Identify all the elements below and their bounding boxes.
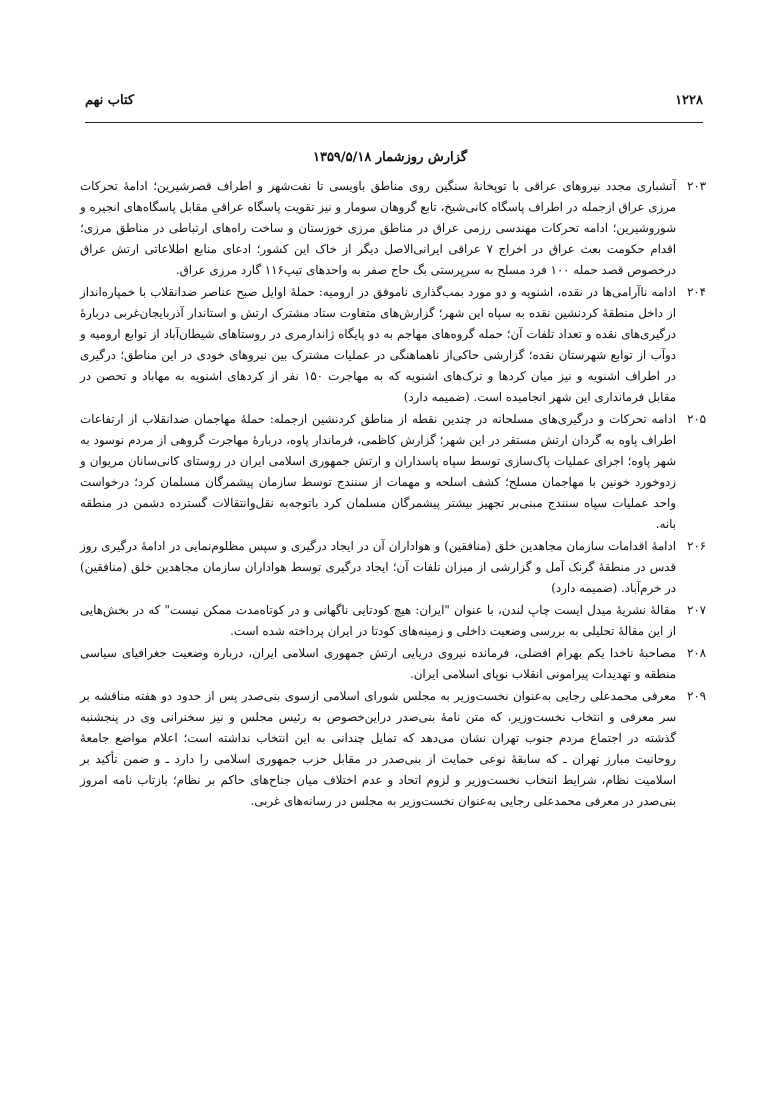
item-text: معرفی محمدعلی رجایی به‌عنوان نخست‌وزیر به مجلس شورای اسلامی ازسوی بنی‌صدر پس از حدود دو هفته مناقشه بر سر معرفی و انتخاب نخست‌وزیر، که متن نامهٔ بنی‌صدر دراین‌خصوص به رئیس مجلس و نیز سخنرانی وی در پنجشنبه گذشته در اجتماع مردم جنوب تهران نشان می‌دهد که تمایل چندانی به این انتخاب نداشته است؛ اعلام مواضع جامعهٔ روحانیت مبارز تهران ـ که سابقهٔ نوعی حمایت از بنی‌صدر در مقابل حزب جمهوری اسلامی را دارد ـ و ضمن تأکید بر اسلامیت نظام، شرایط انتخاب نخست‌وزیر و لزوم اتحاد و عدم اختلاف میان جناح‌های حاکم بر نظام؛ بازتاب نامه امروز بنی‌صدر در معرفی محمدعلی رجایی به‌عنوان نخست‌وزیر به مجلس در رسانه‌های غربی. bbox=[80, 689, 676, 808]
item-number: ۲۰۵ bbox=[686, 412, 706, 426]
item-number: ۲۰۴ bbox=[686, 285, 706, 299]
item-text: ادامه تحرکات و درگیری‌های مسلحانه در چندین نقطه از مناطق کردنشین ازجمله: حملهٔ مهاجمان ضدانقلاب از ارتفاعات اطراف پاوه به گردان ارتش مستقر در این شهر؛ گزارش کاظمی، فرماندار پاوه، دربارهٔ مهاجرت گروهی از مردم نوسود به شهر پاوه؛ اجرای عملیات پاک‌سازی توسط سپاه پاسداران و ارتش جمهوری اسلامی ایران در روستای کانی‌سانان مریوان و زدوخورد خونین با مهاجمان مسلح؛ کشف اسلحه و مهمات از سنندج توسط سازمان پیشمرگان مسلمان کرد؛ درخواست واحد عملیات سپاه سنندج مبنی‌بر تجهیز بیشتر پیشمرگان مسلمان کرد باتوجه‌به نقل‌وانتقالات گسترده دشمن در منطقه بانه. bbox=[80, 412, 676, 531]
report-title: گزارش روزشمار ۱۳۵۹/۵/۱۸ bbox=[312, 150, 468, 165]
item-number: ۲۰۸ bbox=[686, 646, 706, 660]
report-item bbox=[80, 176, 706, 281]
header-divider bbox=[85, 122, 703, 123]
report-items bbox=[80, 176, 706, 813]
report-item bbox=[80, 643, 706, 685]
report-item bbox=[80, 536, 706, 599]
item-number: ۲۰۶ bbox=[686, 539, 706, 553]
item-number: ۲۰۳ bbox=[686, 179, 706, 193]
report-item bbox=[80, 282, 706, 408]
report-item bbox=[80, 600, 706, 642]
item-number: ۲۰۹ bbox=[686, 689, 706, 703]
item-number: ۲۰۷ bbox=[686, 603, 706, 617]
item-text: ادامه ناآرامی‌ها در نقده، اشنویه و دو مورد بمب‌گذاری ناموفق در ارومیه: حملهٔ اوایل صبح عناصر ضدانقلاب با خمپاره‌انداز از داخل منطقهٔ کردنشین نقده به سپاه این شهر؛ گزارش‌های متفاوت ستاد مشترک ارتش و استاندار آذربایجان‌غربی دربارهٔ درگیری‌های نقده و تعداد تلفات آن؛ حمله گروه‌های مهاجم به دو پایگاه ژاندارمری در روستاهای شیطان‌آباد از توابع ارومیه و دوآب از توابع شهرستان نقده؛ گزارشی حاکی‌از ناهماهنگی در عملیات مشترک بین نیروهای خودی در این مناطق؛ درگیری در اطراف اشنویه و نیز میان کردها و ترک‌های اشنویه که به مهاجرت ۱۵۰ نفر از کردهای اشنویه به مهاباد و تحصن در مقابل فرمانداری این شهر انجامیده است. (ضمیمه دارد) bbox=[80, 285, 676, 404]
item-text: آتشباری مجدد نیروهای عراقی با توپخانهٔ سنگین روی مناطق باویسی تا نفت‌شهر و اطراف قصرشیرین؛ ادامهٔ تحرکات مرزی عراق ازجمله در اطراف پاسگاه کانی‌شیخ، تابع گروهان سومار و نیز تقویت پاسگاه عراقیِ مقابل پاسگاه‌های انجیره و شوروشیرین؛ ادامه تحرکات مهندسی رزمی عراق در مناطق مرزی خوزستان و ساخت راه‌های ارتباطی در مناطق مرزی؛ اقدام حکومت بعث عراق در اخراج ۷ عراقی ایرانی‌الاصل دیگر از خاک این کشور؛ ادعای منابع اطلاعاتی ارتش عراق درخصوص قصد حمله ۱۰۰ فرد مسلح به سرپرستی بگ حاج صفر به واحدهای تیپ۱۱۶ گارد مرزی عراق. bbox=[80, 179, 676, 277]
page-number: ۱۲۲۸ bbox=[675, 93, 703, 108]
item-text: مصاحبهٔ ناخدا یکم بهرام افضلی، فرمانده نیروی دریایی ارتش جمهوری اسلامی ایران، درباره وضعیت جغرافیای سیاسی منطقه و تهدیدات پیرامونی انقلاب نوپای اسلامی ایران. bbox=[80, 646, 676, 681]
book-title: کتاب نهم bbox=[85, 93, 135, 108]
item-text: مقالهٔ نشریهٔ میدل ایست چاپ لندن، با عنوان "ایران: هیچ کودتایی ناگهانی و در کوتاه‌مدت ممکن نیست" که در بخش‌هایی از این مقالهٔ تحلیلی به بررسی وضعیت داخلی و زمینه‌های کودتا در ایران پرداخته شده است. bbox=[80, 603, 676, 638]
report-item bbox=[80, 409, 706, 535]
report-item bbox=[80, 686, 706, 812]
item-text: ادامهٔ اقدامات سازمان مجاهدین خلق (منافقین) و هواداران آن در ایجاد درگیری و سپس مظلوم‌نمایی در ادامهٔ درگیری روز قدس در منطقهٔ گرنک آمل و گزارشی از میزان تلفات آن؛ ایجاد درگیری توسط هواداران سازمان مجاهدین خلق (منافقین) در خرم‌آباد. (ضمیمه دارد) bbox=[80, 539, 676, 595]
